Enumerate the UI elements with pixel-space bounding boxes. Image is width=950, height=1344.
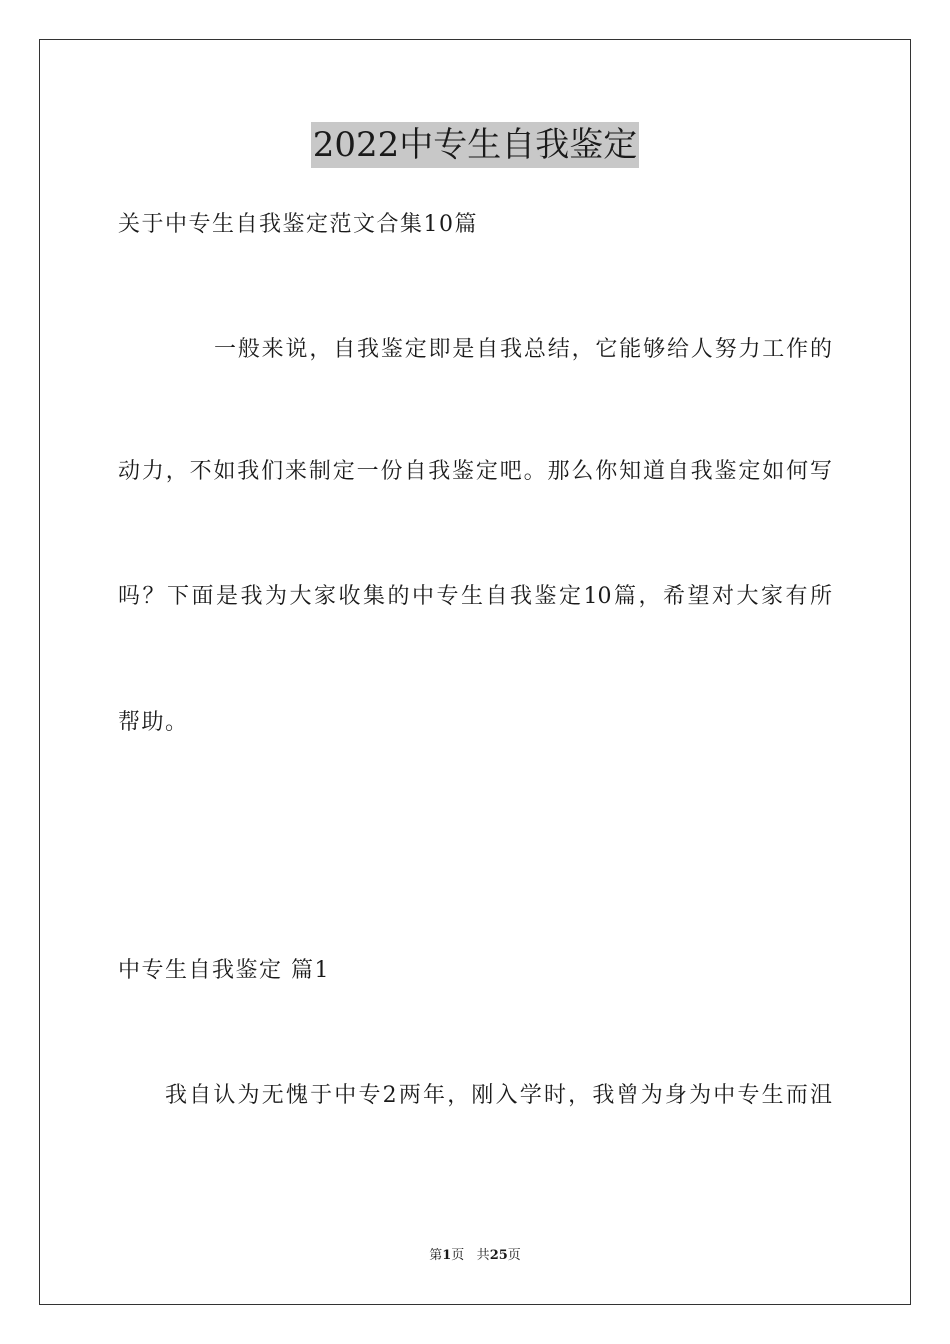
intro-line-3: 吗？下面是我为大家收集的中专生自我鉴定10篇，希望对大家有所 — [118, 584, 832, 609]
footer-page-prefix: 第 — [429, 1248, 443, 1263]
footer-total-prefix: 共 — [476, 1248, 490, 1263]
title-container — [0, 122, 950, 168]
intro-line-2: 动力，不如我们来制定一份自我鉴定吧。那么你知道自我鉴定如何写 — [118, 459, 832, 484]
document-title: 2022中专生自我鉴定 — [311, 122, 640, 168]
intro-line-4: 帮助。 — [118, 710, 189, 735]
section-first-line: 我自认为无愧于中专2两年，刚入学时，我曾为身为中专生而沮 — [165, 1083, 832, 1108]
footer-total-pages: 25 — [489, 1248, 508, 1263]
footer-total-suffix: 页 — [507, 1248, 521, 1263]
document-subtitle: 关于中专生自我鉴定范文合集10篇 — [118, 212, 478, 237]
intro-line-1: 一般来说，自我鉴定即是自我总结，它能够给人努力工作的 — [214, 337, 832, 362]
page-footer — [0, 1247, 950, 1265]
section-heading: 中专生自我鉴定 篇1 — [118, 958, 330, 983]
footer-page-number: 1 — [442, 1248, 452, 1263]
footer-page-suffix: 页 — [451, 1248, 465, 1263]
